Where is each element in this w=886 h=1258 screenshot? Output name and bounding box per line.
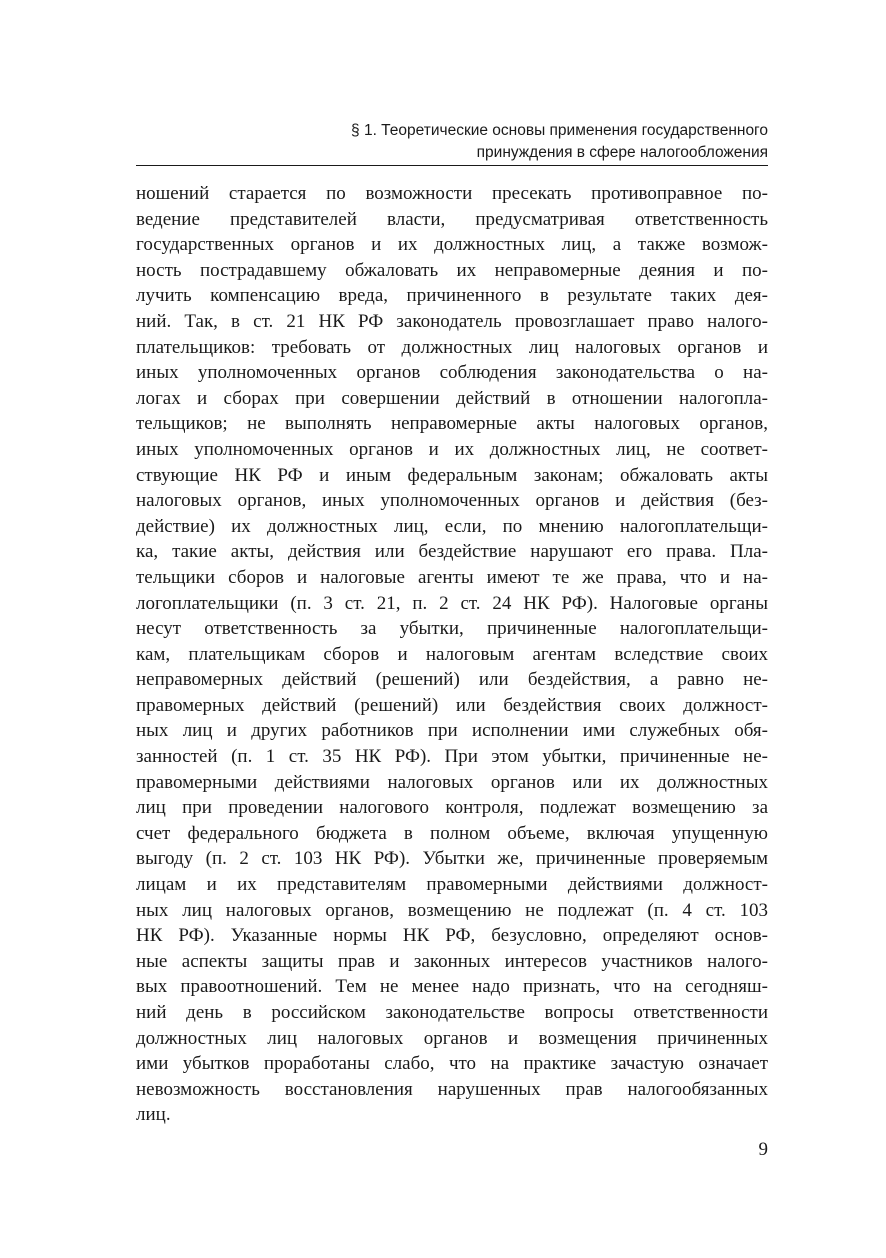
text-line: должностных лиц налоговых органов и возмещения причиненных xyxy=(136,1027,768,1049)
body-paragraph xyxy=(136,181,768,1128)
running-header-line: § 1. Теоретические основы применения государственного xyxy=(351,122,768,139)
text-line: выгоду (п. 2 ст. 103 НК РФ). Убытки же, причиненные проверяемым xyxy=(136,848,768,870)
text-line: логах и сборах при совершении действий в отношении налогопла- xyxy=(136,387,768,409)
text-line: правомерных действий (решений) или бездействия своих должност- xyxy=(136,694,768,716)
text-line: лучить компенсацию вреда, причиненного в результате таких дея- xyxy=(136,285,768,307)
text-line: ных лиц и других работников при исполнении ими служебных обя- xyxy=(136,720,768,742)
running-header xyxy=(136,120,768,164)
text-line: плательщиков: требовать от должностных лиц налоговых органов и xyxy=(136,336,768,358)
text-line: действие) их должностных лиц, если, по мнению налогоплательщи- xyxy=(136,515,768,537)
text-line: ний день в российском законодательстве вопросы ответственности xyxy=(136,1002,768,1023)
text-line: лицам и их представителям правомерными действиями должност- xyxy=(136,874,768,896)
text-line: иных уполномоченных органов соблюдения законодательства о на- xyxy=(136,362,768,384)
text-line: ные аспекты защиты прав и законных интересов участников налого- xyxy=(136,950,768,972)
text-line: ных лиц налоговых органов, возмещению не подлежат (п. 4 ст. 103 xyxy=(136,899,768,921)
running-header-line: принуждения в сфере налогообложения xyxy=(476,144,768,161)
text-line: вых правоотношений. Тем не менее надо признать, что на сегодняш- xyxy=(136,976,768,998)
header-divider xyxy=(136,165,768,166)
text-line: ими убытков проработаны слабо, что на практике зачастую означает xyxy=(136,1053,768,1075)
text-line: налоговых органов, иных уполномоченных органов и действия (без- xyxy=(136,490,768,512)
text-line: лиц. xyxy=(136,1104,171,1126)
text-line: лиц при проведении налогового контроля, подлежат возмещению за xyxy=(136,797,768,819)
page-number: 9 xyxy=(758,1139,768,1160)
text-line: иных уполномоченных органов и их должностных лиц, не соответ- xyxy=(136,438,768,460)
text-line: ведение представителей власти, предусматривая ответственность xyxy=(136,208,768,230)
text-line: неправомерных действий (решений) или бездействия, а равно не- xyxy=(136,669,768,691)
text-line: тельщики сборов и налоговые агенты имеют те же права, что и на- xyxy=(136,566,768,588)
text-line: государственных органов и их должностных лиц, а также возмож- xyxy=(136,234,768,256)
text-line: занностей (п. 1 ст. 35 НК РФ). При этом убытки, причиненные не- xyxy=(136,746,768,768)
text-line: счет федерального бюджета в полном объеме, включая упущенную xyxy=(136,822,768,844)
text-line: НК РФ). Указанные нормы НК РФ, безусловно, определяют основ- xyxy=(136,925,768,947)
text-line: невозможность восстановления нарушенных прав налогообязанных xyxy=(136,1078,768,1100)
text-line: ность пострадавшему обжаловать их неправомерные деяния и по- xyxy=(136,259,768,281)
text-line: ний. Так, в ст. 21 НК РФ законодатель провозглашает право налого- xyxy=(136,310,768,332)
text-line: ствующие НК РФ и иным федеральным законам; обжаловать акты xyxy=(136,464,768,486)
text-line: правомерными действиями налоговых органов или их должностных xyxy=(136,771,768,793)
text-line: логоплательщики (п. 3 ст. 21, п. 2 ст. 24 НК РФ). Налоговые органы xyxy=(136,592,768,614)
text-line: несут ответственность за убытки, причиненные налогоплательщи- xyxy=(136,618,768,640)
text-line: тельщиков; не выполнять неправомерные акты налоговых органов, xyxy=(136,413,768,435)
text-line: ношений старается по возможности пресекать противоправное по- xyxy=(136,183,768,204)
text-line: кам, плательщикам сборов и налоговым агентам вследствие своих xyxy=(136,643,768,665)
text-line: ка, такие акты, действия или бездействие нарушают его права. Пла- xyxy=(136,541,768,563)
